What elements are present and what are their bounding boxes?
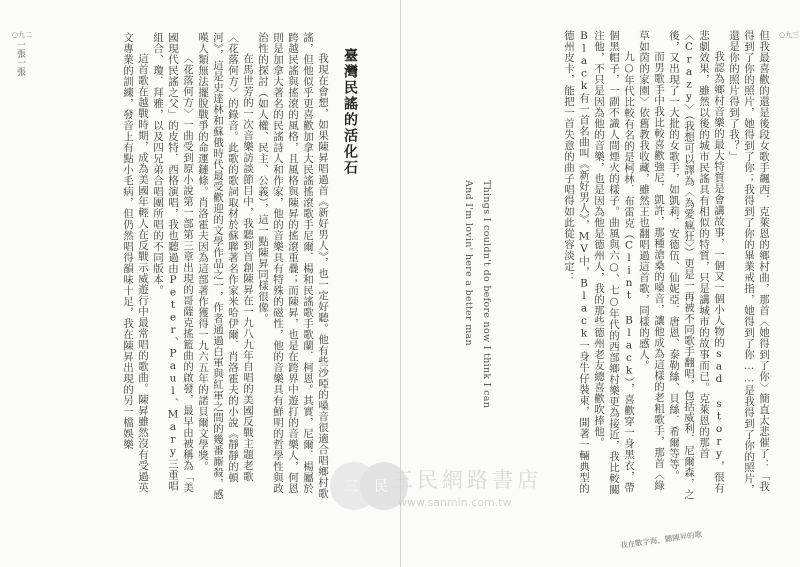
right-paragraph: 九○年代比較有名的是柯林．布雷克（Clint Black），喜歡穿一身黑衣，帶個黑帽子，一副不識人間煙火的樣子。曲風與六○、七○年代的西部鄉村樂更為接近，我比較關注他，不只是因為他的音樂，也是因為他是德州人，我的那些德州老友總喜歡吹捧他。Black有一首名曲叫《新好男人》，MV中，Black一身牛仔裝束，開著一輛典型的德州皮卡，能把一首失意的曲子唱得如此從容淡定： — [563, 30, 635, 495]
lyric-line-1: Things I couldn't do before now I think I can — [481, 180, 492, 409]
lyric-line-2: And I'm lovin' here a better man — [463, 180, 474, 346]
page-number-left: ○九二 — [12, 31, 33, 39]
left-paragraph: 在馬世芳的一次音樂訪談節目中，我聽到首創陳昇在一九八九年自唱的美國反戰主題老歌〈花落何方〉的錄音。此歌的歌詞取材於蘇聯著名作家米哈伊爾．肖洛霍夫的小說《靜靜的頓河》，這是史達林和蘇俄時代最受歡迎的文學作品之一，作者通過白軍與紅軍之間的幾番廝殺，感嘆人類無法擺脫戰爭的命運鏈條。肖洛霍夫因為這部著作獲得一九六五年的諾貝爾文學獎。 — [197, 32, 254, 500]
left-paragraph: 〈花落何方〉一曲受到原小說第一部第三章出現的哥薩克搖籃曲的啟發，最早由被稱為「美國現代民謠之父」的皮特．西格演唱，我也聽過由Peter、Paul、Mary三重唱組合、瓊．拜雅，以及四兄弟合唱團所唱的不同版本。 — [152, 32, 194, 493]
watermark-logo-char-1: 三 — [344, 479, 358, 495]
right-body-text — [501, 30, 771, 500]
chapter-heading: 臺灣民謠的活化石 — [342, 48, 358, 176]
sanmin-watermark — [330, 462, 610, 522]
page-number-right: ○九三 — [779, 31, 800, 39]
left-paragraph: 我現在會想，如果陳昇唱過首《新好男人》，也一定好聽。他有些沙啞的嗓音很適合唱鄉村歌謠，但他似乎更喜歡加拿大民謠搖滾歌手尼爾．楊和民謠歌手歌蘭．柯恩。其實，尼爾．楊屬於跨越民謠與搖滾的風格，且風格與陳昇的搖滾重疊；而陳昇，也是在跨界中遊打的音樂人，何恩則是加拿大著名的民謠詩人和作家，他的音樂具有特殊的磁性，他的音樂具有鮮明的哲學性與政治性的探討（如人權、民主、公義），這一點陳昇同樣很像。 — [257, 32, 329, 499]
watermark-store-name: 三民網路書店 — [392, 468, 542, 492]
right-paragraph: 但我最喜歡的還是後段女歌手飆西．克萊恩的鄉村曲，那首〈她得到了你〉簡直太悲催了：「我得到了你的照片，她得到了你；我得到了你的畢業戒指，她得到了你……是我得到了你的照片，還是你的照片得到了我？」 — [728, 30, 770, 495]
left-paragraph: 這首歌在越戰時期，成為美國年輕人在反戰示威遊行中最常唱的歌曲。陳昇雖然沒有受過英文專業的訓練，發音上有點小毛病，但仍然唱得韻味十足，我在陳昇出現的另一檔娛樂 — [122, 32, 149, 493]
watermark-url: www.sanmin.com.tw — [398, 496, 512, 509]
right-paragraph: 我認為鄉村音樂的最大特質是會講故事，一個又一個小人物的sad story，很有悲劇效果，雖然以後的城市民謠具有相似的特質，只是講城市的故事而已。克萊恩的那首〈Crazy〉（我想可以譯為〈為愛瘋狂〉）更是一再被不同歌手翻唱，包括威利．尼爾森，之後，又出現了一大批的女歌手，如凱莉．安德伍、仙妮亞．唐恩、泰勒絲、貝絲．希爾等等。 — [668, 30, 725, 500]
watermark-logo-char-2: 民 — [374, 479, 388, 495]
running-head: 一張一張 — [15, 40, 25, 76]
footer-slanted-text: 我在數字海，聽陳昇的歌 — [619, 529, 703, 551]
right-paragraph: 而男歌手中我比較喜歡強尼．凱許，那種滄桑的嗓音，讓他成為這樣的老粗歌手，那首〈綠草如茵的家園〉依舊教我收藏，雖然王也翻唱過這首歌，同樣的感人。 — [638, 30, 665, 491]
left-body-text — [40, 32, 330, 502]
